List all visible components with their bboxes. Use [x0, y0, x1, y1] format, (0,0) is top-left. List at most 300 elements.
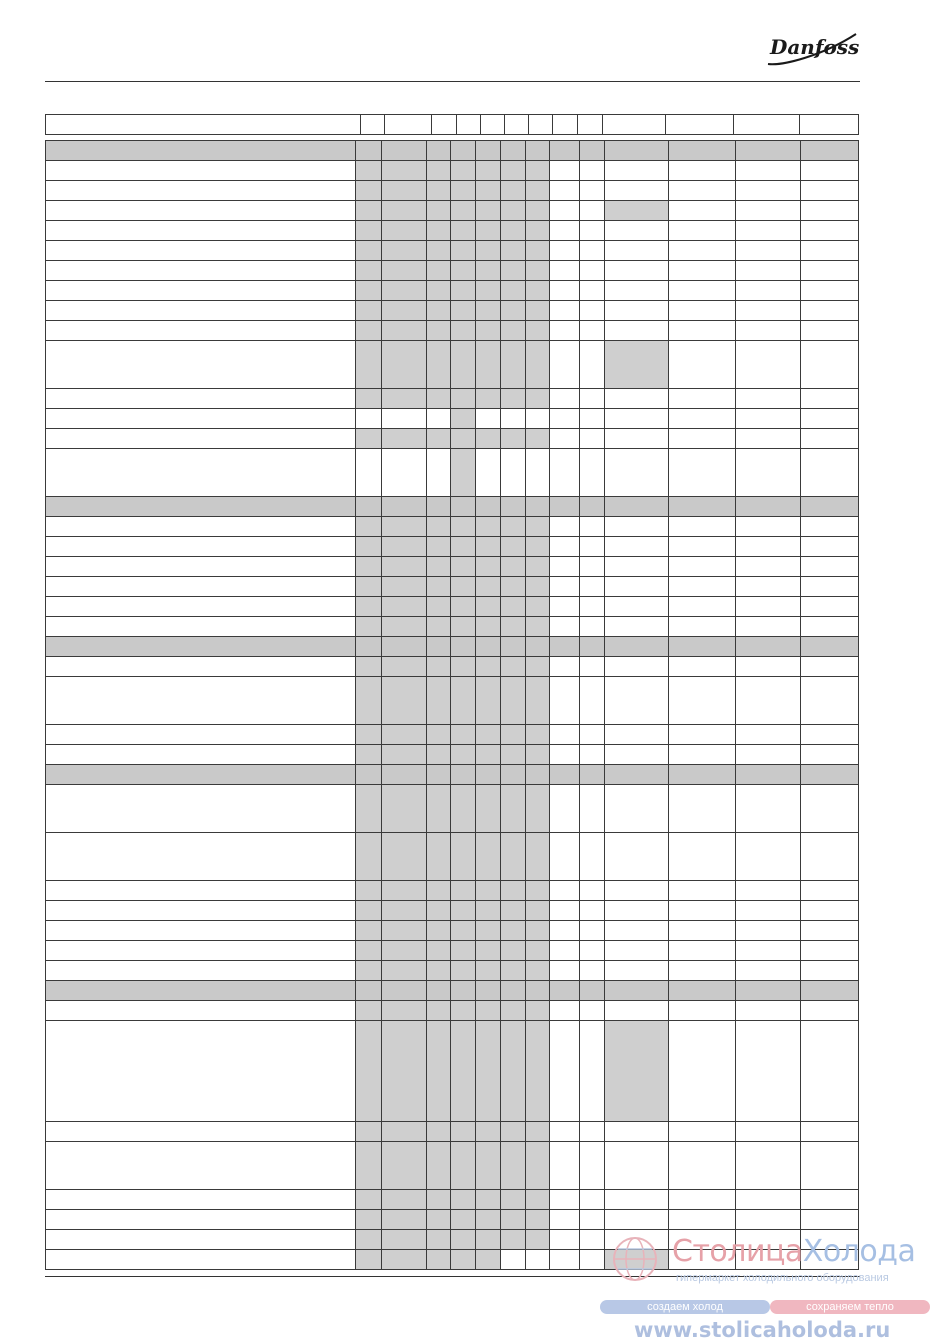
section-row	[46, 497, 859, 517]
table-cell	[668, 181, 735, 201]
table-cell	[800, 833, 858, 881]
table-cell	[46, 281, 356, 301]
table-cell	[356, 409, 382, 429]
table-cell	[579, 597, 604, 617]
section-cell	[356, 637, 382, 657]
table-cell	[579, 161, 604, 181]
section-cell	[735, 141, 800, 161]
table-cell	[579, 449, 604, 497]
table-cell	[800, 201, 858, 221]
table-cell	[476, 1122, 500, 1142]
section-row	[46, 141, 859, 161]
table-cell	[549, 557, 579, 577]
table-cell	[427, 921, 451, 941]
table-cell	[356, 301, 382, 321]
table-cell	[356, 281, 382, 301]
table-cell	[800, 1190, 858, 1210]
table-cell	[549, 1210, 579, 1230]
table-cell	[356, 1210, 382, 1230]
section-cell	[668, 981, 735, 1001]
table-cell	[382, 577, 427, 597]
table-cell	[46, 833, 356, 881]
table-cell	[382, 881, 427, 901]
section-cell	[604, 637, 668, 657]
table-cell	[356, 321, 382, 341]
table-cell	[500, 745, 525, 765]
table-cell	[549, 1001, 579, 1021]
table-cell	[451, 341, 476, 389]
table-cell	[382, 1230, 427, 1250]
table-cell	[668, 161, 735, 181]
table-cell	[549, 241, 579, 261]
table-cell	[735, 301, 800, 321]
table-row	[46, 557, 859, 577]
table-cell	[500, 241, 525, 261]
table-cell	[500, 1122, 525, 1142]
table-cell	[427, 1210, 451, 1230]
table-cell	[668, 1021, 735, 1122]
table-cell	[549, 537, 579, 557]
section-cell	[476, 497, 500, 517]
table-cell	[500, 161, 525, 181]
table-cell	[382, 1142, 427, 1190]
table-cell	[525, 745, 549, 765]
table-cell	[46, 201, 356, 221]
table-cell	[525, 1142, 549, 1190]
section-cell	[735, 497, 800, 517]
table-cell	[525, 321, 549, 341]
table-cell	[382, 201, 427, 221]
table-cell	[525, 1250, 549, 1270]
table-cell	[427, 517, 451, 537]
table-cell	[735, 201, 800, 221]
table-cell	[451, 301, 476, 321]
table-cell	[604, 449, 668, 497]
table-cell	[549, 725, 579, 745]
section-cell	[500, 981, 525, 1001]
table-cell	[46, 961, 356, 981]
table-cell	[500, 537, 525, 557]
table-cell	[668, 577, 735, 597]
table-cell	[382, 677, 427, 725]
table-cell	[427, 941, 451, 961]
table-cell	[525, 429, 549, 449]
section-cell	[800, 497, 858, 517]
table-cell	[356, 1021, 382, 1122]
table-cell	[668, 921, 735, 941]
section-cell	[579, 497, 604, 517]
table-cell	[735, 557, 800, 577]
table-cell	[356, 921, 382, 941]
table-cell	[451, 181, 476, 201]
table-cell	[579, 785, 604, 833]
table-cell	[476, 517, 500, 537]
table-cell	[382, 617, 427, 637]
table-cell	[427, 281, 451, 301]
table-cell	[451, 409, 476, 429]
table-cell	[800, 597, 858, 617]
table-cell	[735, 725, 800, 745]
table-cell	[427, 1122, 451, 1142]
section-cell	[356, 497, 382, 517]
table-cell	[549, 201, 579, 221]
header-cell	[553, 115, 577, 135]
header-cell	[456, 115, 480, 135]
table-cell	[500, 577, 525, 597]
table-cell	[525, 161, 549, 181]
table-cell	[604, 1190, 668, 1210]
table-cell	[735, 321, 800, 341]
section-cell	[427, 981, 451, 1001]
table-cell	[451, 221, 476, 241]
table-row	[46, 617, 859, 637]
section-cell	[800, 981, 858, 1001]
table-cell	[46, 881, 356, 901]
table-cell	[427, 901, 451, 921]
table-cell	[500, 557, 525, 577]
section-cell	[476, 981, 500, 1001]
table-cell	[525, 577, 549, 597]
section-cell	[604, 141, 668, 161]
table-row	[46, 597, 859, 617]
table-cell	[500, 409, 525, 429]
table-cell	[476, 449, 500, 497]
table-cell	[382, 221, 427, 241]
table-cell	[451, 517, 476, 537]
table-row	[46, 449, 859, 497]
table-cell	[427, 1190, 451, 1210]
table-cell	[46, 341, 356, 389]
table-cell	[427, 537, 451, 557]
table-cell	[46, 537, 356, 557]
table-cell	[356, 261, 382, 281]
watermark-pills	[600, 1300, 930, 1314]
table-cell	[476, 1021, 500, 1122]
table-cell	[604, 341, 668, 389]
table-cell	[427, 617, 451, 637]
table-row	[46, 1122, 859, 1142]
table-cell	[668, 833, 735, 881]
section-cell	[46, 141, 356, 161]
table-cell	[525, 677, 549, 725]
table-cell	[604, 597, 668, 617]
table-cell	[549, 221, 579, 241]
section-cell	[382, 497, 427, 517]
table-cell	[549, 597, 579, 617]
table-cell	[800, 261, 858, 281]
table-row	[46, 281, 859, 301]
table-cell	[382, 557, 427, 577]
section-row	[46, 765, 859, 785]
table-cell	[356, 161, 382, 181]
table-cell	[356, 833, 382, 881]
section-cell	[604, 981, 668, 1001]
table-cell	[382, 725, 427, 745]
table-cell	[476, 745, 500, 765]
table-cell	[476, 301, 500, 321]
table-cell	[476, 201, 500, 221]
table-cell	[800, 881, 858, 901]
column-header-table	[45, 114, 859, 135]
table-cell	[800, 677, 858, 725]
table-row	[46, 389, 859, 409]
table-cell	[800, 409, 858, 429]
section-cell	[525, 765, 549, 785]
table-cell	[579, 1122, 604, 1142]
table-cell	[549, 1122, 579, 1142]
table-cell	[604, 261, 668, 281]
table-cell	[382, 449, 427, 497]
table-row	[46, 1210, 859, 1230]
table-row	[46, 181, 859, 201]
table-row	[46, 201, 859, 221]
table-row	[46, 341, 859, 389]
table-cell	[427, 261, 451, 281]
table-cell	[668, 1210, 735, 1230]
table-cell	[579, 241, 604, 261]
table-row	[46, 577, 859, 597]
table-cell	[800, 1122, 858, 1142]
table-cell	[525, 1190, 549, 1210]
table-cell	[668, 961, 735, 981]
section-cell	[668, 141, 735, 161]
section-cell	[800, 141, 858, 161]
table-cell	[476, 161, 500, 181]
table-cell	[579, 901, 604, 921]
table-cell	[668, 221, 735, 241]
header-cell	[360, 115, 384, 135]
table-cell	[604, 1021, 668, 1122]
section-cell	[735, 637, 800, 657]
table-cell	[579, 577, 604, 597]
table-cell	[735, 1142, 800, 1190]
table-cell	[604, 901, 668, 921]
table-cell	[800, 785, 858, 833]
table-cell	[46, 409, 356, 429]
table-cell	[525, 833, 549, 881]
table-cell	[476, 409, 500, 429]
table-cell	[525, 941, 549, 961]
table-cell	[476, 1210, 500, 1230]
header-cell	[46, 115, 361, 135]
table-cell	[579, 617, 604, 637]
svg-text:Danfoss: Danfoss	[770, 35, 860, 59]
table-cell	[476, 1190, 500, 1210]
table-cell	[427, 1142, 451, 1190]
table-cell	[46, 181, 356, 201]
section-cell	[356, 765, 382, 785]
table-cell	[427, 833, 451, 881]
watermark-url: www.stolicaholoda.ru	[634, 1318, 891, 1342]
table-cell	[604, 881, 668, 901]
table-cell	[800, 921, 858, 941]
header-cell	[577, 115, 602, 135]
table-cell	[735, 941, 800, 961]
table-cell	[604, 161, 668, 181]
table-cell	[427, 677, 451, 725]
table-cell	[451, 745, 476, 765]
section-row	[46, 981, 859, 1001]
table-cell	[668, 201, 735, 221]
table-cell	[382, 241, 427, 261]
table-cell	[549, 301, 579, 321]
table-cell	[525, 725, 549, 745]
table-cell	[604, 221, 668, 241]
table-cell	[476, 1001, 500, 1021]
table-cell	[668, 389, 735, 409]
table-cell	[604, 429, 668, 449]
table-cell	[382, 657, 427, 677]
table-cell	[427, 201, 451, 221]
table-cell	[604, 921, 668, 941]
table-cell	[500, 281, 525, 301]
section-cell	[525, 637, 549, 657]
table-cell	[668, 517, 735, 537]
table-cell	[476, 557, 500, 577]
section-cell	[579, 981, 604, 1001]
section-cell	[525, 141, 549, 161]
table-cell	[500, 341, 525, 389]
table-row	[46, 241, 859, 261]
section-cell	[46, 765, 356, 785]
table-cell	[46, 261, 356, 281]
table-row	[46, 881, 859, 901]
table-cell	[549, 785, 579, 833]
table-cell	[735, 241, 800, 261]
table-cell	[549, 833, 579, 881]
table-cell	[356, 221, 382, 241]
table-cell	[604, 281, 668, 301]
table-cell	[549, 961, 579, 981]
table-cell	[451, 941, 476, 961]
table-cell	[500, 1250, 525, 1270]
table-cell	[800, 537, 858, 557]
table-cell	[735, 577, 800, 597]
table-cell	[579, 1190, 604, 1210]
table-cell	[800, 557, 858, 577]
table-cell	[451, 1250, 476, 1270]
section-cell	[735, 981, 800, 1001]
table-cell	[451, 1001, 476, 1021]
globe-icon	[612, 1236, 658, 1282]
table-cell	[525, 409, 549, 429]
table-cell	[382, 161, 427, 181]
table-cell	[800, 657, 858, 677]
table-cell	[451, 161, 476, 181]
table-cell	[46, 745, 356, 765]
table-cell	[525, 341, 549, 389]
section-cell	[549, 981, 579, 1001]
table-cell	[451, 537, 476, 557]
table-cell	[735, 429, 800, 449]
watermark-tagline: гипермаркет холодильного оборудования	[676, 1272, 889, 1284]
table-cell	[427, 409, 451, 429]
table-cell	[549, 181, 579, 201]
table-cell	[800, 941, 858, 961]
table-cell	[500, 961, 525, 981]
table-cell	[382, 517, 427, 537]
table-cell	[800, 577, 858, 597]
section-cell	[604, 765, 668, 785]
table-cell	[46, 921, 356, 941]
table-cell	[668, 1142, 735, 1190]
table-cell	[604, 617, 668, 637]
table-cell	[451, 201, 476, 221]
table-row	[46, 537, 859, 557]
table-cell	[735, 449, 800, 497]
table-cell	[668, 281, 735, 301]
table-cell	[382, 429, 427, 449]
table-cell	[451, 281, 476, 301]
header-cell	[666, 115, 734, 135]
table-cell	[476, 241, 500, 261]
table-cell	[735, 281, 800, 301]
table-row	[46, 409, 859, 429]
section-cell	[579, 141, 604, 161]
table-cell	[451, 617, 476, 637]
table-cell	[356, 617, 382, 637]
table-row	[46, 657, 859, 677]
table-cell	[476, 281, 500, 301]
table-cell	[451, 1190, 476, 1210]
table-cell	[476, 221, 500, 241]
table-cell	[500, 201, 525, 221]
table-cell	[604, 301, 668, 321]
table-cell	[356, 725, 382, 745]
table-cell	[500, 597, 525, 617]
table-cell	[427, 785, 451, 833]
table-cell	[579, 557, 604, 577]
table-cell	[476, 261, 500, 281]
table-row	[46, 1001, 859, 1021]
table-cell	[46, 389, 356, 409]
table-cell	[46, 161, 356, 181]
table-cell	[476, 901, 500, 921]
table-cell	[382, 1210, 427, 1230]
table-cell	[604, 785, 668, 833]
table-cell	[427, 745, 451, 765]
table-cell	[382, 281, 427, 301]
table-cell	[356, 1190, 382, 1210]
table-cell	[800, 301, 858, 321]
table-cell	[800, 389, 858, 409]
table-cell	[668, 537, 735, 557]
table-cell	[476, 657, 500, 677]
table-cell	[476, 725, 500, 745]
section-cell	[451, 765, 476, 785]
table-cell	[579, 429, 604, 449]
section-cell	[549, 765, 579, 785]
table-cell	[500, 389, 525, 409]
table-cell	[604, 657, 668, 677]
table-cell	[735, 617, 800, 637]
table-cell	[800, 241, 858, 261]
table-cell	[604, 1142, 668, 1190]
section-cell	[549, 497, 579, 517]
table-cell	[427, 961, 451, 981]
table-cell	[549, 429, 579, 449]
table-cell	[476, 961, 500, 981]
table-cell	[427, 241, 451, 261]
table-cell	[525, 901, 549, 921]
table-cell	[579, 1142, 604, 1190]
table-cell	[668, 429, 735, 449]
table-cell	[579, 677, 604, 725]
table-cell	[549, 881, 579, 901]
table-cell	[451, 921, 476, 941]
table-cell	[427, 1250, 451, 1270]
table-cell	[427, 725, 451, 745]
